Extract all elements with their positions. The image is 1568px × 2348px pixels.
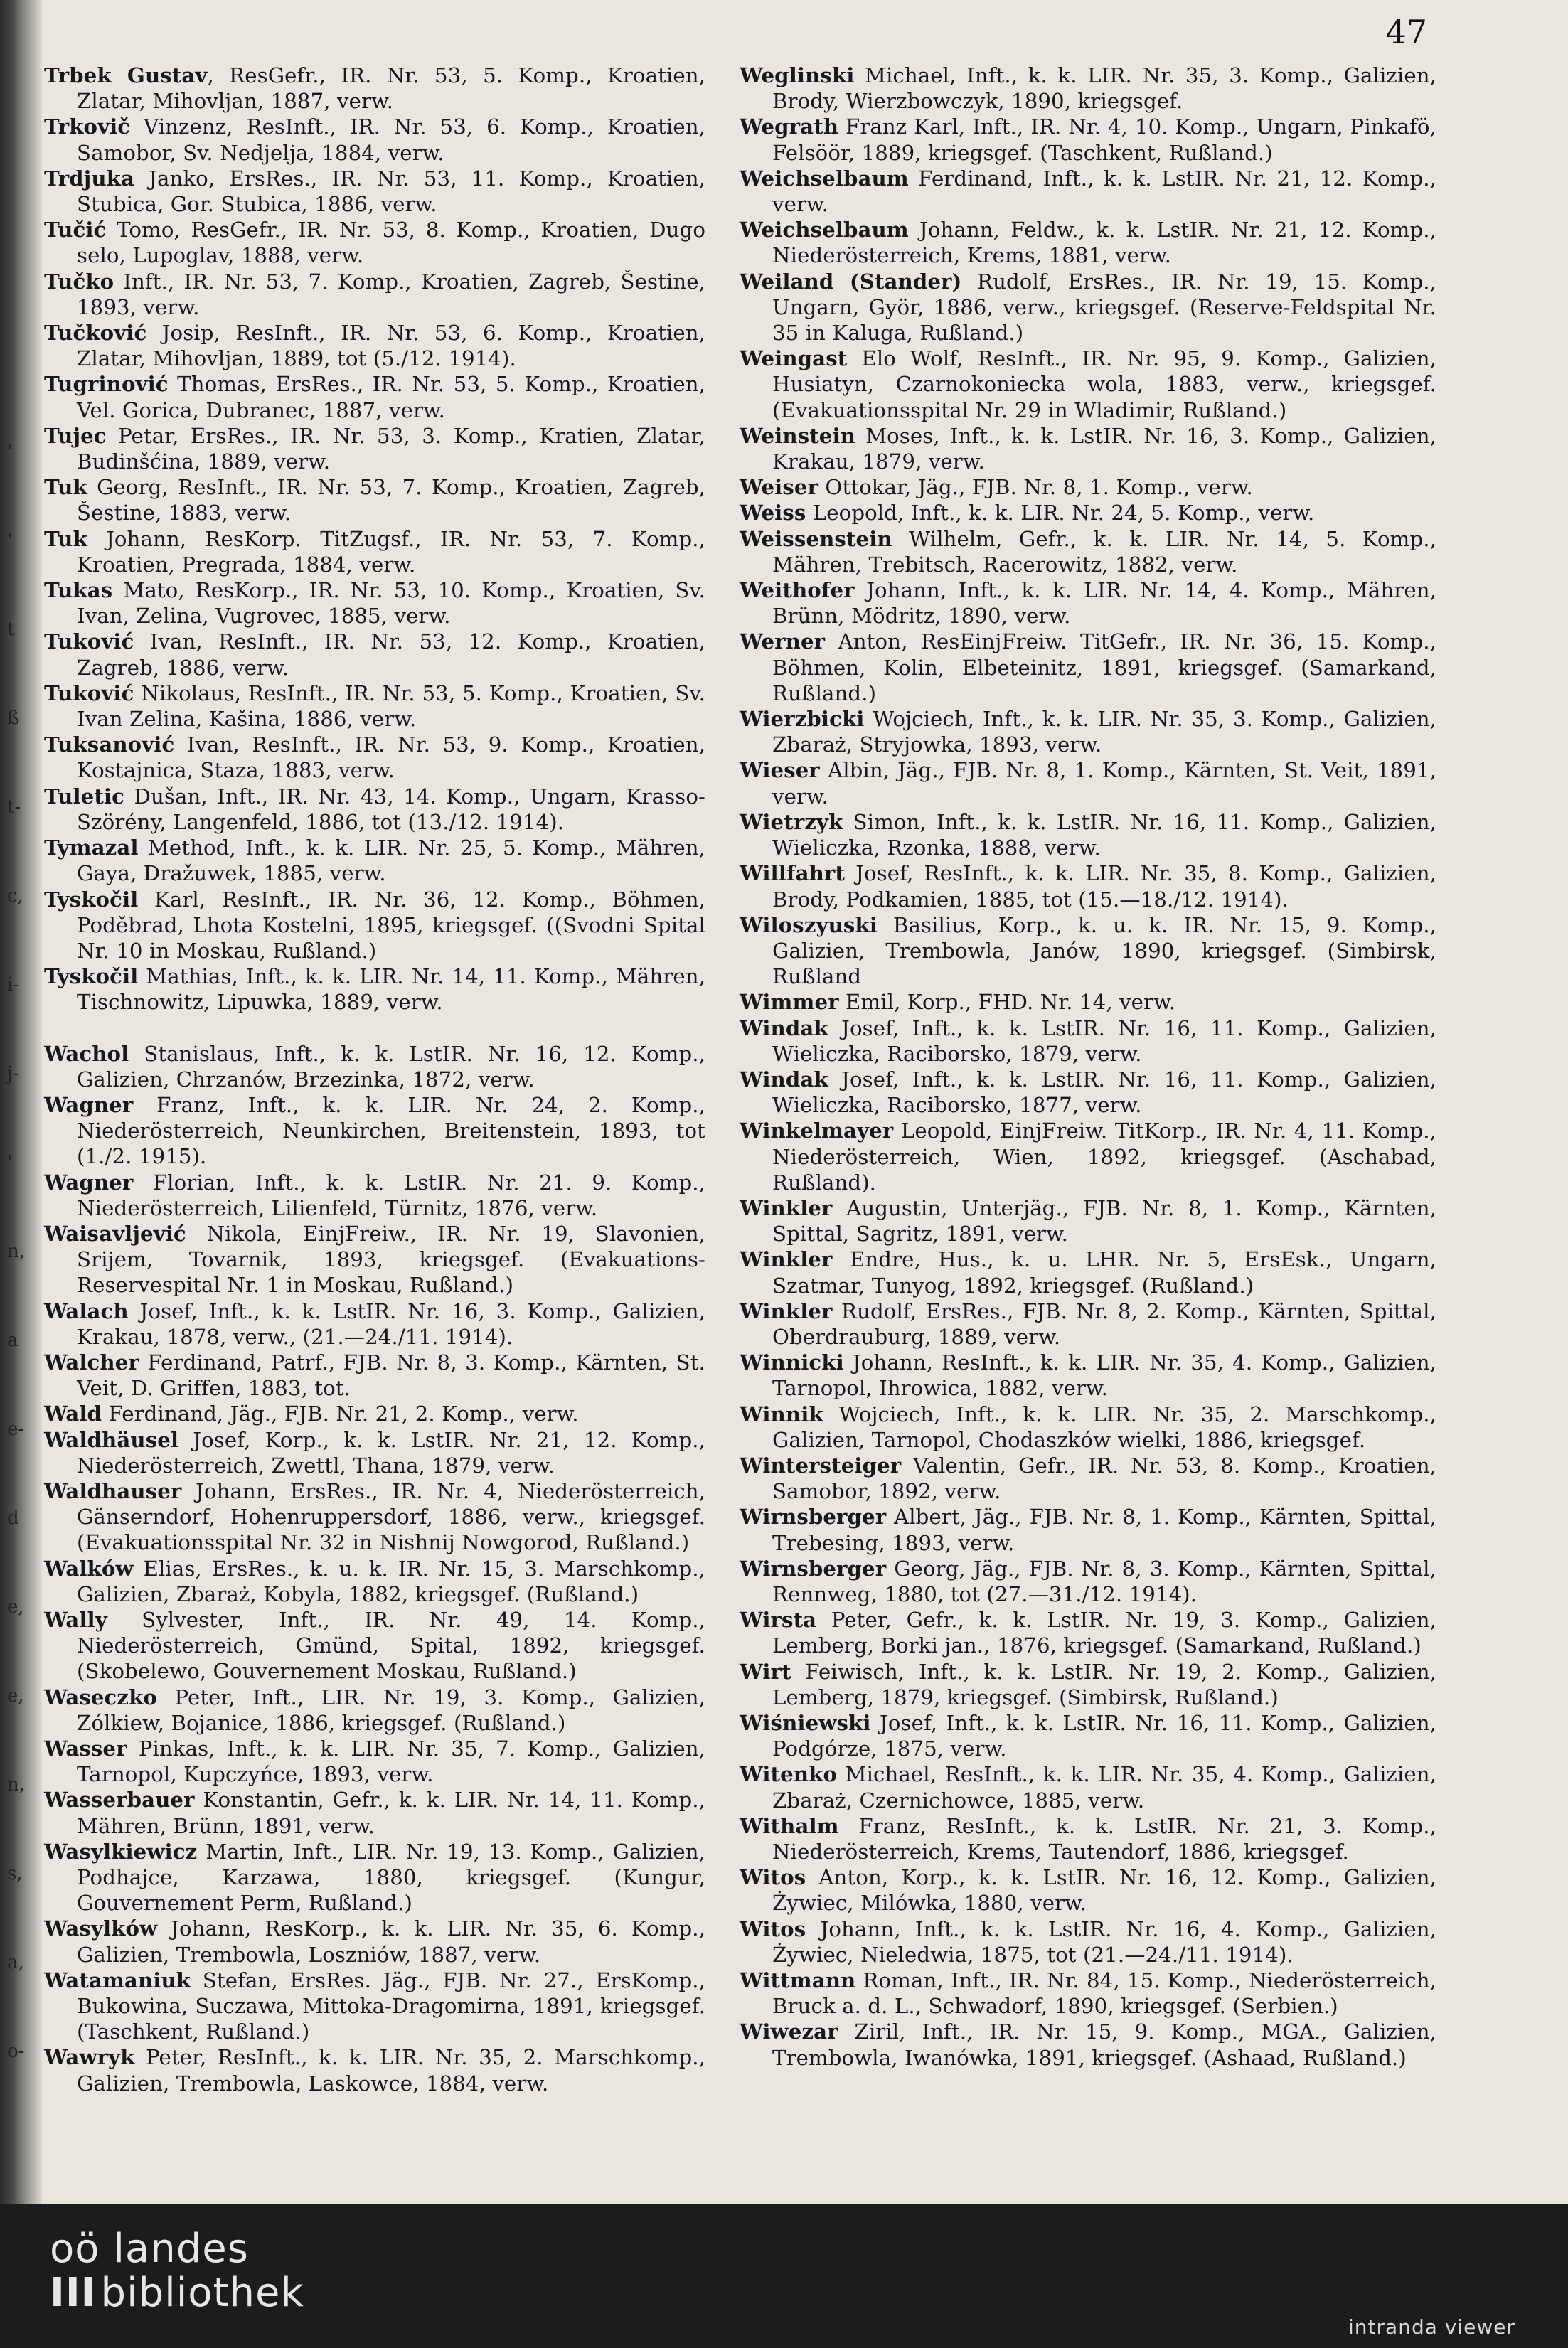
entry-details: Roman, Inft., IR. Nr. 84, 15. Komp., Niederösterreich, Bruck a. d. L., Schwadorf, 1890, kriegsgef. (Serbien.) — [772, 1968, 1436, 2019]
register-entry — [44, 1787, 705, 1838]
entry-details: Simon, Inft., k. k. LstIR. Nr. 16, 11. Komp., Galizien, Wieliczka, Rzonka, 1888, verw. — [772, 809, 1436, 860]
register-entry — [740, 346, 1436, 423]
entry-surname: Wagner — [44, 1092, 134, 1117]
register-entry — [740, 577, 1436, 629]
entry-details: Endre, Hus., k. u. LHR. Nr. 5, ErsEsk., Ungarn, Szatmar, Tunyog, 1892, kriegsgef. (Rußland.) — [772, 1247, 1436, 1298]
logo-line-2-text: bibliothek — [100, 2270, 304, 2316]
entry-details: Basilius, Korp., k. u. k. IR. Nr. 15, 9. Komp., Galizien, Trembowla, Janów, 1890, kriegsgef. (Simbirsk, Rußland — [772, 912, 1436, 989]
entry-surname: Wasylkiewicz — [44, 1839, 198, 1864]
entry-surname: Wintersteiger — [740, 1453, 902, 1478]
entry-details: Peter, Gefr., k. k. LstIR. Nr. 19, 3. Komp., Galizien, Lemberg, Borki jan., 1876, kriegsgef. (Samarkand, Rußland.) — [772, 1608, 1436, 1658]
entry-details: Johann, Inft., k. k. LIR. Nr. 14, 4. Komp., Mähren, Brünn, Mödritz, 1890, verw. — [772, 578, 1436, 629]
margin-fragment: i- — [7, 974, 20, 996]
entry-surname: Wally — [44, 1607, 107, 1632]
entry-surname: Wirt — [740, 1659, 791, 1684]
entry-details: Josef, Inft., k. k. LstIR. Nr. 16, 11. Komp., Galizien, Wieliczka, Raciborsko, 1879, verw. — [772, 1015, 1436, 1066]
margin-fragment: a, — [7, 1952, 24, 1973]
register-entry — [740, 809, 1436, 860]
entry-details: Emil, Korp., FHD. Nr. 14, verw. — [838, 990, 1176, 1015]
entry-details: Konstantin, Gefr., k. k. LIR. Nr. 14, 11. Komp., Mähren, Brünn, 1891, verw. — [77, 1788, 705, 1838]
register-entry — [44, 1607, 705, 1685]
register-entry — [740, 217, 1436, 268]
entry-surname: Wiwezar — [740, 2019, 838, 2044]
left-column — [44, 63, 705, 2096]
margin-fragment: ß — [7, 708, 20, 729]
entry-surname: Wiśniewski — [740, 1711, 871, 1735]
register-entry — [740, 1710, 1436, 1761]
entry-details: Leopold, EinjFreiw. TitKorp., IR. Nr. 4, 11. Komp., Niederösterreich, Wien, 1892, kriegsgef. (Aschabad, Rußland). — [772, 1119, 1436, 1195]
entry-surname: Trdjuka — [44, 166, 134, 191]
entry-surname: Tučković — [44, 321, 147, 346]
entry-details: Method, Inft., k. k. LIR. Nr. 25, 5. Komp., Mähren, Gaya, Dražuwek, 1885, verw. — [77, 836, 705, 886]
register-entry — [740, 1298, 1436, 1350]
register-entry — [740, 1813, 1436, 1864]
entry-details: Ivan, ResInft., IR. Nr. 53, 12. Komp., Kroatien, Zagreb, 1886, verw. — [77, 629, 705, 680]
register-entry — [44, 1350, 705, 1401]
entry-surname: Trkovič — [44, 114, 131, 139]
register-entry — [44, 1401, 705, 1426]
entry-details: Mato, ResKorp., IR. Nr. 53, 10. Komp., Kroatien, Sv. Ivan, Zelina, Vugrovec, 1885, verw. — [77, 578, 705, 629]
register-entry — [44, 577, 705, 629]
entry-details: Michael, Inft., k. k. LIR. Nr. 35, 3. Komp., Galizien, Brody, Wierzbowczyk, 1890, kriegsgef. — [772, 63, 1436, 114]
entry-details: Johann, Inft., k. k. LstIR. Nr. 16, 4. Komp., Galizien, Żywiec, Nieledwia, 1875, tot (21.—24./11. 1914). — [772, 1916, 1436, 1967]
entry-details: Georg, Jäg., FJB. Nr. 8, 3. Komp., Kärnten, Spittal, Rennweg, 1880, tot (27.—31./12. 1914). — [772, 1556, 1436, 1606]
entry-details: Augustin, Unterjäg., FJB. Nr. 8, 1. Komp., Kärnten, Spittal, Sagritz, 1891, verw. — [772, 1195, 1436, 1247]
logo-line-1: oö landes — [50, 2226, 249, 2272]
entry-details: Josef, ResInft., k. k. LIR. Nr. 35, 8. Komp., Galizien, Brody, Podkamien, 1885, tot (15.—18./12. 1914). — [772, 861, 1436, 912]
entry-details: Josip, ResInft., IR. Nr. 53, 6. Komp., Kroatien, Zlatar, Mihovljan, 1889, tot (5./12. 1914). — [77, 321, 705, 371]
register-entry — [740, 1195, 1436, 1247]
entry-details: Ferdinand, Jäg., FJB. Nr. 21, 2. Komp., verw. — [102, 1402, 579, 1426]
register-entry — [740, 474, 1436, 500]
library-logo[interactable] — [50, 2227, 304, 2315]
register-entry — [740, 269, 1436, 346]
register-entry — [740, 1761, 1436, 1813]
register-entry — [740, 1067, 1436, 1118]
register-entry — [44, 114, 705, 165]
register-entry — [44, 1685, 705, 1736]
entry-details: Anton, ResEinjFreiw. TitGefr., IR. Nr. 36, 15. Komp., Böhmen, Kolin, Elbeteinitz, 1891, kriegsgef. (Samarkand, Rußland.) — [772, 629, 1436, 705]
entry-surname: Wawryk — [44, 2045, 135, 2070]
entry-details: Thomas, ErsRes., IR. Nr. 53, 5. Komp., Kroatien, Vel. Gorica, Dubranec, 1887, verw. — [77, 372, 705, 422]
register-entry — [740, 1402, 1436, 1453]
entry-details: Josef, Inft., k. k. LstIR. Nr. 16, 11. Komp., Galizien, Wieliczka, Raciborsko, 1877, verw. — [772, 1067, 1436, 1118]
entry-details: Wojciech, Inft., k. k. LIR. Nr. 35, 3. Komp., Galizien, Zbaraż, Stryjowka, 1893, verw. — [772, 707, 1436, 757]
entry-surname: Wietrzyk — [740, 809, 843, 834]
entry-details: Petar, ErsRes., IR. Nr. 53, 3. Komp., Kratien, Zlatar, Budinšćina, 1889, verw. — [77, 423, 705, 474]
entry-details: Feiwisch, Inft., k. k. LstIR. Nr. 19, 2. Komp., Galizien, Lemberg, 1879, kriegsgef. (Simbirsk, Rußland.) — [772, 1659, 1436, 1709]
entry-surname: Tuković — [44, 681, 134, 705]
entry-surname: Tugrinović — [44, 372, 169, 397]
margin-fragment: ' — [7, 530, 13, 551]
entry-surname: Withalm — [740, 1813, 839, 1838]
entry-surname: Tujec — [44, 423, 107, 448]
entry-details: Dušan, Inft., IR. Nr. 43, 14. Komp., Ungarn, Krasso-Szörény, Langenfeld, 1886, tot (13./12. 1914). — [77, 784, 705, 834]
entry-surname: Walcher — [44, 1350, 139, 1375]
logo-bars-icon: III — [50, 2270, 97, 2316]
entry-details: Ivan, ResInft., IR. Nr. 53, 9. Komp., Kroatien, Kostajnica, Staza, 1883, verw. — [77, 732, 705, 783]
margin-fragment: ' — [7, 1152, 13, 1173]
register-entry — [740, 1916, 1436, 1968]
register-entry — [44, 732, 705, 783]
entry-surname: Witos — [740, 1916, 806, 1941]
entry-details: , ResGefr., IR. Nr. 53, 5. Komp., Kroatien, Zlatar, Mihovljan, 1887, verw. — [77, 63, 705, 114]
register-entry — [740, 1247, 1436, 1298]
entry-surname: Weinstein — [740, 423, 855, 448]
entry-surname: Wasylków — [44, 1916, 158, 1941]
register-entry — [44, 1041, 705, 1092]
register-entry — [44, 320, 705, 371]
entry-surname: Tuk — [44, 475, 87, 500]
entry-details: Pinkas, Inft., k. k. LIR. Nr. 35, 7. Komp., Galizien, Tarnopol, Kupczyńce, 1893, verw. — [77, 1736, 705, 1787]
entry-surname: Waldhäusel — [44, 1427, 179, 1452]
entry-surname: Weithofer — [740, 578, 855, 603]
entry-surname: Wirnsberger — [740, 1505, 887, 1530]
viewer-brand[interactable]: intranda viewer — [1348, 2315, 1515, 2339]
register-entry — [44, 1092, 705, 1170]
register-entry — [740, 63, 1436, 114]
entry-surname: Wasserbauer — [44, 1788, 195, 1813]
margin-fragment: e, — [7, 1685, 24, 1707]
entry-surname: Weiser — [740, 475, 819, 500]
entry-details: Josef, Inft., k. k. LstIR. Nr. 16, 11. Komp., Galizien, Podgórze, 1875, verw. — [772, 1711, 1436, 1761]
register-entry — [740, 500, 1436, 525]
register-entry — [44, 1478, 705, 1556]
entry-surname: Waseczko — [44, 1685, 157, 1709]
entry-details: Michael, ResInft., k. k. LIR. Nr. 35, 4. Komp., Galizien, Zbaraż, Czernichowce, 1885, verw. — [772, 1762, 1436, 1813]
entry-details: Ferdinand, Inft., k. k. LstIR. Nr. 21, 12. Komp., verw. — [772, 166, 1436, 217]
entry-surname: Wirnsberger — [740, 1556, 887, 1581]
entry-details: Franz, ResInft., k. k. LstIR. Nr. 21, 3. Komp., Niederösterreich, Krems, Tautendorf, 1886, kriegsgef. — [772, 1813, 1436, 1864]
entry-surname: Tuksanović — [44, 732, 175, 757]
entry-details: Peter, ResInft., k. k. LIR. Nr. 35, 2. Marschkomp., Galizien, Trembowla, Laskowce, 1884, verw. — [77, 2045, 705, 2096]
register-entry — [44, 526, 705, 577]
entry-details: Johann, ResKorp., k. k. LIR. Nr. 35, 6. Komp., Galizien, Trembowla, Loszniów, 1887, verw. — [77, 1916, 705, 1967]
margin-fragment: ' — [7, 441, 13, 462]
entry-surname: Weiss — [740, 501, 806, 525]
register-entry — [740, 1453, 1436, 1504]
entry-details: Franz, Inft., k. k. LIR. Nr. 24, 2. Komp., Niederösterreich, Neunkirchen, Breitenstein, 1893, tot (1./2. 1915). — [77, 1092, 705, 1169]
entry-surname: Winnik — [740, 1402, 823, 1426]
entry-details: Wojciech, Inft., k. k. LIR. Nr. 35, 2. Marschkomp., Galizien, Tarnopol, Chodaszków wielki, 1886, kriegsgef. — [772, 1402, 1436, 1452]
register-entry — [44, 63, 705, 114]
entry-details: Vinzenz, ResInft., IR. Nr. 53, 6. Komp., Kroatien, Samobor, Sv. Nedjelja, 1884, verw. — [77, 114, 705, 165]
register-entry — [44, 423, 705, 474]
entry-surname: Trbek Gustav — [44, 63, 208, 87]
register-entry — [740, 423, 1436, 474]
entry-surname: Tuletic — [44, 784, 124, 809]
register-entry — [44, 1736, 705, 1787]
register-entry — [44, 371, 705, 422]
register-entry — [44, 1839, 705, 1916]
register-entry — [44, 784, 705, 835]
entry-surname: Wasser — [44, 1736, 127, 1761]
register-entry — [740, 912, 1436, 990]
entry-surname: Weiland (Stander) — [740, 269, 962, 294]
register-entry — [740, 166, 1436, 217]
entry-surname: Wimmer — [740, 990, 839, 1015]
right-column — [740, 63, 1436, 2071]
entry-surname: Wiloszyuski — [740, 912, 878, 937]
register-entry — [740, 1968, 1436, 2019]
entry-details: Albin, Jäg., FJB. Nr. 8, 1. Komp., Kärnten, St. Veit, 1891, verw. — [772, 758, 1436, 809]
section-divider — [44, 1015, 705, 1041]
entry-details: Ottokar, Jäg., FJB. Nr. 8, 1. Komp., verw. — [818, 475, 1253, 500]
register-entry — [740, 1118, 1436, 1195]
register-entry — [44, 166, 705, 217]
entry-surname: Weingast — [740, 346, 848, 371]
entry-details: Stefan, ErsRes. Jäg., FJB. Nr. 27., ErsKomp., Bukowina, Suczawa, Mittoka-Dragomirna, 1891, kriegsgef. (Taschkent, Rußland.) — [77, 1968, 705, 2044]
margin-fragment: n, — [7, 1774, 26, 1795]
margin-fragment: j- — [7, 1063, 19, 1084]
entry-details: Ziril, Inft., IR. Nr. 15, 9. Komp., MGA., Galizien, Trembowla, Iwanówka, 1891, kriegsgef. (Ashaad, Rußland.) — [772, 2019, 1436, 2070]
entry-surname: Tuković — [44, 629, 134, 654]
entry-details: Anton, Korp., k. k. LstIR. Nr. 16, 12. Komp., Galizien, Żywiec, Milówka, 1880, verw. — [772, 1865, 1436, 1916]
entry-details: Moses, Inft., k. k. LstIR. Nr. 16, 3. Komp., Galizien, Krakau, 1879, verw. — [772, 423, 1436, 474]
register-entry — [44, 269, 705, 320]
adjacent-page-margin — [4, 0, 26, 2204]
margin-fragment: s, — [7, 1863, 23, 1884]
entry-details: Martin, Inft., LIR. Nr. 19, 13. Komp., Galizien, Podhajce, Karzawa, 1880, kriegsgef. (Kungur, Gouvernement Perm, Rußland.) — [77, 1839, 705, 1916]
entry-details: Peter, Inft., LIR. Nr. 19, 3. Komp., Galizien, Zólkiew, Bojanice, 1886, kriegsgef. (Rußland.) — [77, 1685, 705, 1735]
entry-surname: Wald — [44, 1402, 102, 1426]
entry-surname: Werner — [740, 629, 826, 654]
entry-details: Franz Karl, Inft., IR. Nr. 4, 10. Komp., Ungarn, Pinkafö, Felsöör, 1889, kriegsgef. (Taschkent, Rußland.) — [772, 114, 1436, 165]
register-entry — [740, 1864, 1436, 1916]
entry-surname: Tymazal — [44, 836, 139, 860]
register-entry — [44, 964, 705, 1015]
entry-surname: Wagner — [44, 1170, 134, 1195]
entry-surname: Watamaniuk — [44, 1968, 191, 1992]
entry-details: Janko, ErsRes., IR. Nr. 53, 11. Komp., Kroatien, Stubica, Gor. Stubica, 1886, verw. — [77, 166, 705, 217]
entry-details: Florian, Inft., k. k. LstIR. Nr. 21. 9. Komp., Niederösterreich, Lilienfeld, Türnitz, 1876, verw. — [77, 1170, 705, 1220]
entry-surname: Willfahrt — [740, 861, 845, 886]
entry-details: Rudolf, ErsRes., FJB. Nr. 8, 2. Komp., Kärnten, Spittal, Oberdrauburg, 1889, verw. — [772, 1298, 1436, 1349]
entry-surname: Tyskočil — [44, 887, 139, 912]
logo-line-2 — [50, 2271, 304, 2315]
register-entry — [740, 1015, 1436, 1067]
entry-surname: Wierzbicki — [740, 707, 865, 732]
register-entry — [44, 629, 705, 680]
register-entry — [44, 1556, 705, 1607]
entry-details: Johann, Feldw., k. k. LstIR. Nr. 21, 12. Komp., Niederösterreich, Krems, 1881, verw. — [772, 218, 1436, 268]
entry-surname: Wachol — [44, 1041, 129, 1066]
entry-details: Wilhelm, Gefr., k. k. LIR. Nr. 14, 5. Komp., Mähren, Trebitsch, Racerowitz, 1882, verw. — [772, 526, 1436, 577]
register-entry — [740, 2019, 1436, 2070]
register-entry — [44, 681, 705, 732]
entry-details: Georg, ResInft., IR. Nr. 53, 7. Komp., Kroatien, Zagreb, Šestine, 1883, verw. — [77, 475, 705, 525]
register-entry — [44, 1170, 705, 1221]
entry-surname: Walków — [44, 1556, 134, 1581]
margin-fragment: e- — [7, 1419, 25, 1440]
entry-surname: Tuk — [44, 526, 87, 551]
entry-details: Sylvester, Inft., IR. Nr. 49, 14. Komp., Niederösterreich, Gmünd, Spital, 1892, kriegsgef. (Skobelewo, Gouvernement Moskau, Rußland.) — [77, 1607, 705, 1684]
entry-details: Karl, ResInft., IR. Nr. 36, 12. Komp., Böhmen, Poděbrad, Lhota Kostelni, 1895, kriegsgef. ((Svodni Spital Nr. 10 in Moskau, Rußland.) — [77, 887, 705, 963]
entry-surname: Windak — [740, 1015, 828, 1040]
register-entry — [44, 1427, 705, 1478]
entry-surname: Winnicki — [740, 1350, 844, 1375]
register-entry — [740, 757, 1436, 809]
entry-details: Nikolaus, ResInft., IR. Nr. 53, 5. Komp., Kroatien, Sv. Ivan Zelina, Kašina, 1886, verw. — [77, 681, 705, 732]
entry-details: Ferdinand, Patrf., FJB. Nr. 8, 3. Komp., Kärnten, St. Veit, D. Griffen, 1883, tot. — [77, 1350, 705, 1401]
entry-surname: Weglinski — [740, 63, 855, 87]
register-entry — [44, 887, 705, 964]
margin-fragment: t — [7, 619, 15, 640]
margin-fragment: n, — [7, 1241, 26, 1262]
entry-surname: Waisavljević — [44, 1221, 186, 1246]
margin-fragment: o- — [7, 2041, 25, 2062]
margin-fragment: d — [7, 1507, 19, 1529]
entry-surname: Windak — [740, 1067, 828, 1092]
register-entry — [740, 1607, 1436, 1658]
register-entry — [740, 1556, 1436, 1607]
entry-surname: Wegrath — [740, 114, 839, 139]
register-entry — [44, 2044, 705, 2096]
entry-surname: Waldhauser — [44, 1478, 182, 1503]
entry-details: Stanislaus, Inft., k. k. LstIR. Nr. 16, 12. Komp., Galizien, Chrzanów, Brzezinka, 1872, verw. — [77, 1041, 705, 1092]
register-entry — [740, 860, 1436, 912]
register-entry — [44, 1916, 705, 1967]
page-number: 47 — [1385, 13, 1427, 51]
entry-details: Johann, ResInft., k. k. LIR. Nr. 35, 4. Komp., Galizien, Tarnopol, Ihrowica, 1882, verw. — [772, 1350, 1436, 1401]
entry-surname: Walach — [44, 1298, 129, 1323]
entry-surname: Wittmann — [740, 1968, 856, 1993]
register-entry — [44, 835, 705, 886]
entry-details: Johann, ResKorp. TitZugsf., IR. Nr. 53, 7. Komp., Kroatien, Pregrada, 1884, verw. — [77, 526, 705, 577]
register-entry — [740, 629, 1436, 706]
entry-surname: Tukas — [44, 578, 113, 603]
entry-surname: Tyskočil — [44, 964, 139, 989]
margin-fragment: c, — [7, 885, 23, 907]
entry-details: Elias, ErsRes., k. u. k. IR. Nr. 15, 3. Marschkomp., Galizien, Zbaraż, Kobyla, 1882, kriegsgef. (Rußland.) — [77, 1556, 705, 1606]
entry-details: Albert, Jäg., FJB. Nr. 8, 1. Komp., Kärnten, Spittal, Trebesing, 1893, verw. — [772, 1505, 1436, 1555]
entry-details: Tomo, ResGefr., IR. Nr. 53, 8. Komp., Kroatien, Dugo selo, Lupoglav, 1888, verw. — [77, 218, 705, 268]
entry-details: Nikola, EinjFreiw., IR. Nr. 19, Slavonien, Srijem, Tovarnik, 1893, kriegsgef. (Evakuations-Reservespital Nr. 1 in Moskau, Rußland.) — [77, 1221, 705, 1298]
entry-surname: Witos — [740, 1865, 806, 1890]
entry-surname: Tučko — [44, 269, 114, 294]
entry-details: Leopold, Inft., k. k. LIR. Nr. 24, 5. Komp., verw. — [806, 501, 1315, 525]
margin-fragment: e, — [7, 1596, 24, 1618]
register-entry — [44, 217, 705, 268]
register-entry — [740, 114, 1436, 165]
register-entry — [740, 1659, 1436, 1710]
entry-surname: Weichselbaum — [740, 218, 909, 242]
entry-details: Josef, Inft., k. k. LstIR. Nr. 16, 3. Komp., Galizien, Krakau, 1878, verw., (21.—24./11. 1914). — [77, 1298, 705, 1349]
entry-details: Mathias, Inft., k. k. LIR. Nr. 14, 11. Komp., Mähren, Tischnowitz, Lipuwka, 1889, verw. — [77, 964, 705, 1015]
entry-details: Josef, Korp., k. k. LstIR. Nr. 21, 12. Komp., Niederösterreich, Zwettl, Thana, 1879, verw. — [77, 1427, 705, 1478]
entry-details: Inft., IR. Nr. 53, 7. Komp., Kroatien, Zagreb, Šestine, 1893, verw. — [77, 269, 705, 319]
register-entry — [44, 474, 705, 525]
margin-fragment: a — [7, 1330, 18, 1351]
entry-details: Rudolf, ErsRes., IR. Nr. 19, 15. Komp., Ungarn, Györ, 1886, verw., kriegsgef. (Reserve-Feldspital Nr. 35 in Kaluga, Rußland.) — [772, 269, 1437, 346]
register-entry — [44, 1968, 705, 2045]
entry-surname: Wieser — [740, 758, 820, 783]
entry-surname: Winkler — [740, 1247, 833, 1272]
register-entry — [740, 1504, 1436, 1555]
entry-surname: Witenko — [740, 1762, 838, 1787]
entry-surname: Winkler — [740, 1298, 833, 1323]
entry-details: Elo Wolf, ResInft., IR. Nr. 95, 9. Komp., Galizien, Husiatyn, Czarnokoniecka wola, 1883, verw., kriegsgef. (Evakuationsspital Nr. 29 in Wladimir, Rußland.) — [772, 346, 1436, 422]
entry-surname: Winkelmayer — [740, 1119, 894, 1143]
register-entry — [44, 1298, 705, 1350]
register-entry — [740, 526, 1436, 577]
entry-details: Johann, ErsRes., IR. Nr. 4, Niederösterreich, Gänserndorf, Hohenruppersdorf, 1886, verw., kriegsgef. (Evakuationsspital Nr. 32 in Nishnij Nowgorod, Rußland.) — [77, 1478, 705, 1555]
entry-surname: Wirsta — [740, 1608, 817, 1633]
entry-surname: Tučić — [44, 218, 107, 242]
margin-fragment: t- — [7, 796, 21, 818]
entry-surname: Weissenstein — [740, 526, 892, 551]
register-entry — [740, 989, 1436, 1015]
entry-details: Valentin, Gefr., IR. Nr. 53, 8. Komp., Kroatien, Samobor, 1892, verw. — [772, 1453, 1436, 1504]
register-entry — [740, 1350, 1436, 1401]
entry-surname: Winkler — [740, 1195, 833, 1220]
register-entry — [740, 706, 1436, 757]
register-entry — [44, 1221, 705, 1298]
entry-surname: Weichselbaum — [740, 166, 909, 191]
